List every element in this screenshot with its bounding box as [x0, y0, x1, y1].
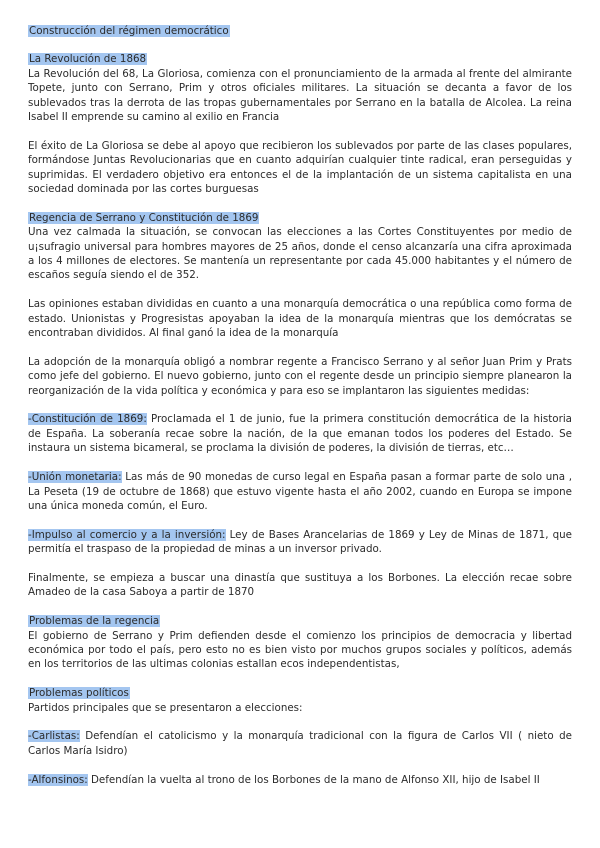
party-text: Defendían el catolicismo y la monarquía tradicional con la figura de Carlos VII ( nieto de Carlos María Isidro)	[28, 730, 572, 757]
measure-text: Proclamada el 1 de junio, fue la primera constitución democrática de la historia de España. La soberanía recae sobre la nación, de la que emanan todos los poderes del Estado. Se instaura un sistema bicameral, se proclama la división de poderes, la división de tierras, etc…	[28, 413, 572, 455]
paragraph: La Revolución del 68, La Gloriosa, comienza con el pronunciamiento de la armada al frente del almirante Topete, junto con Serrano, Prim y otros oficiales militares. La situación se decanta a favor de los sublevados tras la derrota de las tropas gubernamentales por Serrano en la batalla de Alcolea. La reina Isabel II emprende su camino al exilio en Francia	[28, 67, 572, 124]
measure-text: Ley de Bases Arancelarias de 1869 y Ley de Minas de 1871, que permitía el traspaso de la propiedad de minas a un inversor privado.	[28, 528, 573, 556]
paragraph: Las opiniones estaban divididas en cuanto a una monarquía democrática o una república como forma de estado. Unionistas y Progresistas apoyaban la idea de la monarquía mientras que los demócratas se encontraban divididos. Al final ganó la idea de la monarquía	[28, 298, 572, 340]
paragraph: Finalmente, se empieza a buscar una dinastía que sustituya a los Borbones. La elección recae sobre Amadeo de la casa Saboya a partir de 1870	[28, 571, 572, 599]
measure-term: -Impulso al comercio y a la inversión:	[28, 528, 226, 541]
party-term: -Alfonsinos:	[28, 773, 88, 786]
document-title	[28, 24, 572, 38]
paragraph: Partidos principales que se presentaron a elecciones:	[28, 701, 303, 714]
document-title-text: Construcción del régimen democrático	[29, 25, 229, 37]
section-heading-text: Problemas políticos	[29, 687, 129, 700]
section-heading-text: Problemas de la regencia	[29, 615, 160, 628]
section-heading-regencia	[28, 211, 572, 225]
section-heading-problemas-regencia	[28, 614, 572, 628]
measure-item	[28, 528, 572, 557]
measure-term: -Unión monetaria:	[28, 471, 122, 484]
paragraph: Una vez calmada la situación, se convocan las elecciones a las Cortes Constituyentes por medio de u¡sufragio universal para hombres mayores de 25 años, donde el censo alcanzaría una cifra aproximada a los 4 millones de electores. Se mantenía un representante por cada 45.000 habitantes y el número de escaños seguía siendo el de 352.	[28, 226, 572, 282]
section-heading-text: La Revolución de 1868	[29, 53, 147, 66]
section-heading-problemas-politicos	[28, 686, 572, 700]
section-heading-revolucion	[28, 52, 572, 66]
paragraph: La adopción de la monarquía obligó a nombrar regente a Francisco Serrano y al señor Juan Prim y Prats como jefe del gobierno. El nuevo gobierno, junto con el regente desde un principio siempre planearon la reorganización de la vida política y económica y para eso se implantaron las siguientes medidas:	[28, 355, 572, 397]
paragraph: El éxito de La Gloriosa se debe al apoyo que recibieron los sublevados por parte de las clases populares, formándose Juntas Revolucionarias que en cuanto adquirían cualquier tinte radical, eran perseguidas y suprimidas. El verdadero objetivo era entonces el de la implantación de un sistema capitalista en una sociedad dominada por las cortes burguesas	[28, 139, 572, 196]
measure-term: -Constitución de 1869:	[28, 413, 147, 426]
party-item	[28, 729, 572, 758]
party-text: Defendían la vuelta al trono de los Borbones de la mano de Alfonso XII, hijo de Isabel II	[87, 773, 540, 786]
party-term: -Carlistas:	[28, 730, 80, 743]
section-heading-text: Regencia de Serrano y Constitución de 1869	[29, 211, 259, 224]
measure-text: Las más de 90 monedas de curso legal en España pasan a formar parte de solo una , La Peseta (19 de octubre de 1868) que estuvo vigente hasta el año 2002, cuando en Europa se impone una única moneda común, el Euro.	[28, 471, 572, 512]
measure-item	[28, 412, 572, 455]
party-item	[28, 773, 572, 787]
measure-item	[28, 470, 572, 513]
paragraph: El gobierno de Serrano y Prim defienden desde el comienzo los principios de democracia y libertad económica por todo el país, pero esto no es bien visto por muchos grupos sociales y políticos, además en los territorios de las ultimas colonias estallan ecos independentistas,	[28, 629, 572, 671]
